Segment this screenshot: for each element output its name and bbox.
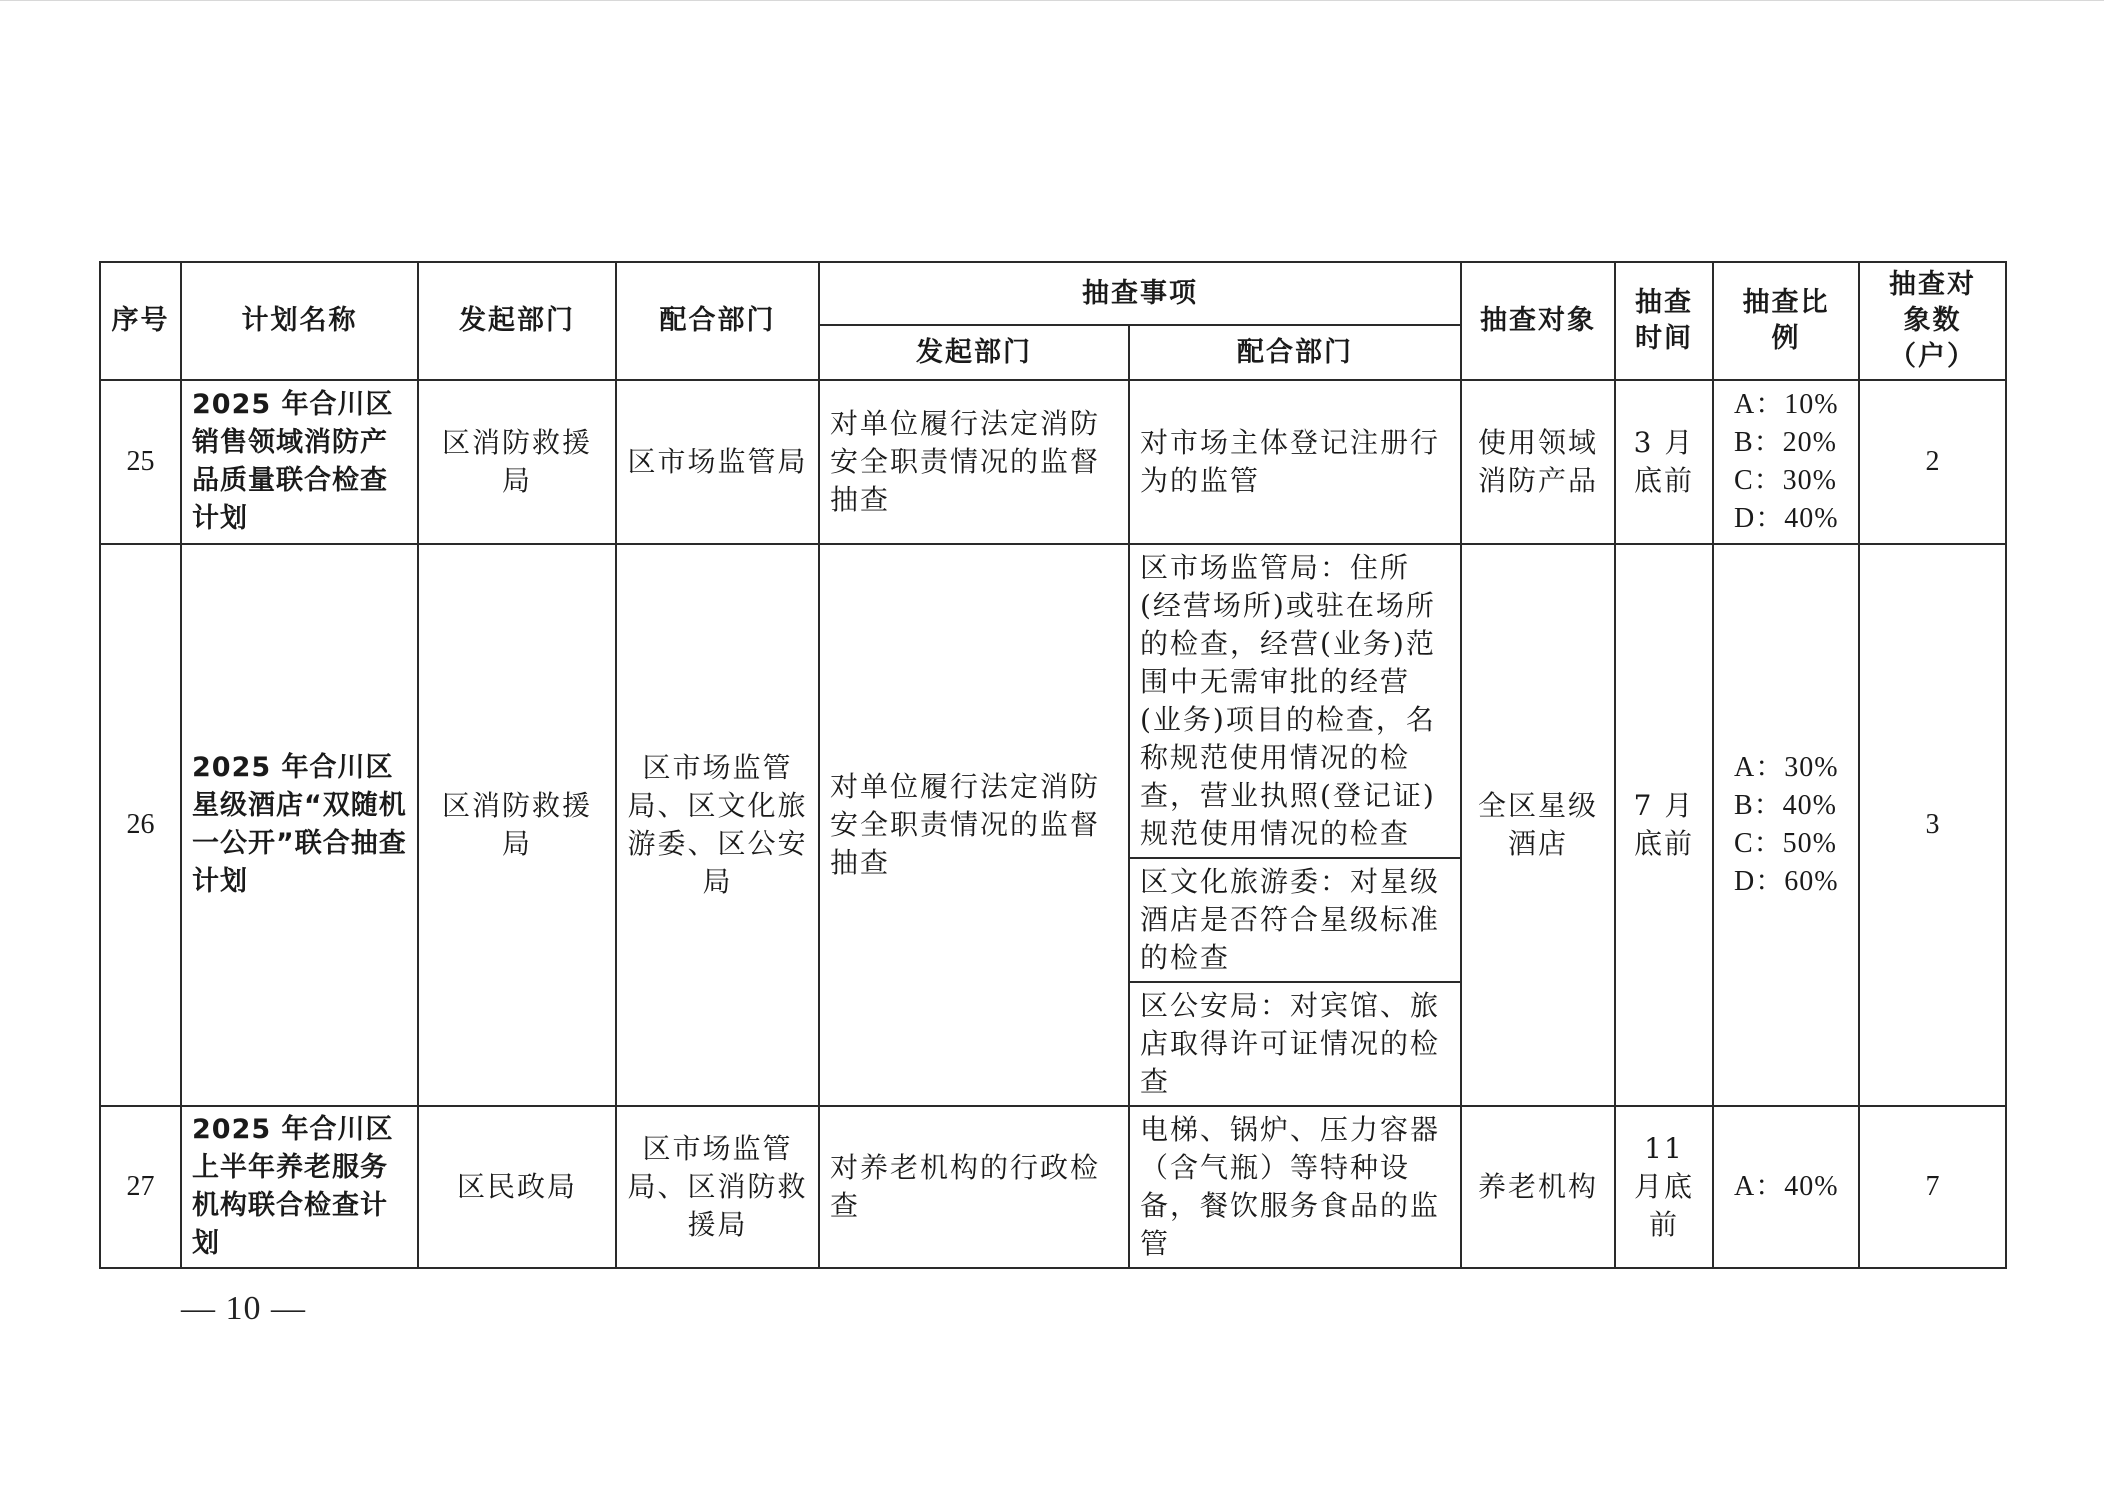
header-count: 抽查对象数（户） — [1859, 262, 2006, 380]
header-seq: 序号 — [100, 262, 181, 380]
page-top-edge — [0, 0, 2104, 1]
row-target: 养老机构 — [1461, 1106, 1615, 1268]
row-initiator: 区民政局 — [418, 1106, 616, 1268]
row-cooperator: 区市场监管局、区文化旅游委、区公安局 — [616, 544, 819, 1106]
row-items-initiator: 对单位履行法定消防安全职责情况的监督抽查 — [819, 544, 1129, 1106]
ratio-d: D：60% — [1734, 866, 1839, 897]
table-row — [100, 1106, 2006, 1268]
header-plan: 计划名称 — [181, 262, 418, 380]
row-seq: 27 — [100, 1106, 181, 1268]
row-cooperator: 区市场监管局 — [616, 380, 819, 544]
row-time: 7 月底前 — [1615, 544, 1713, 1106]
table-row — [100, 544, 2006, 858]
row-time: 3 月底前 — [1615, 380, 1713, 544]
header-row-1 — [100, 262, 2006, 325]
row-ratio — [1713, 544, 1859, 1106]
header-time: 抽查时间 — [1615, 262, 1713, 380]
header-items: 抽查事项 — [819, 262, 1461, 325]
table-row — [100, 380, 2006, 544]
row-items-initiator: 对单位履行法定消防安全职责情况的监督抽查 — [819, 380, 1129, 544]
row-count: 3 — [1859, 544, 2006, 1106]
header-items-initiator: 发起部门 — [819, 325, 1129, 380]
row-ratio — [1713, 1106, 1859, 1268]
row-ratio — [1713, 380, 1859, 544]
ratio-a: A：30% — [1734, 752, 1839, 783]
row-plan: 2025 年合川区上半年养老服务机构联合检查计划 — [181, 1106, 418, 1268]
header-ratio: 抽查比例 — [1713, 262, 1859, 380]
row-items-cooperator-police: 区公安局：对宾馆、旅店取得许可证情况的检查 — [1129, 982, 1461, 1106]
row-time: 11 月底前 — [1615, 1106, 1713, 1268]
ratio-c: C：30% — [1734, 465, 1838, 496]
header-initiator: 发起部门 — [418, 262, 616, 380]
row-items-cooperator: 对市场主体登记注册行为的监管 — [1129, 380, 1461, 544]
header-cooperator: 配合部门 — [616, 262, 819, 380]
row-target: 全区星级酒店 — [1461, 544, 1615, 1106]
row-initiator: 区消防救援局 — [418, 544, 616, 1106]
ratio-a: A：10% — [1734, 389, 1839, 420]
ratio-b: B：20% — [1734, 427, 1838, 458]
inspection-plan-table-container — [99, 261, 2005, 1269]
row-items-initiator: 对养老机构的行政检查 — [819, 1106, 1129, 1268]
ratio-d: D：40% — [1734, 503, 1839, 534]
page-number: — 10 — — [181, 1290, 306, 1327]
row-items-cooperator: 电梯、锅炉、压力容器（含气瓶）等特种设备，餐饮服务食品的监管 — [1129, 1106, 1461, 1268]
row-cooperator: 区市场监管局、区消防救援局 — [616, 1106, 819, 1268]
row-initiator: 区消防救援局 — [418, 380, 616, 544]
row-count: 2 — [1859, 380, 2006, 544]
header-target: 抽查对象 — [1461, 262, 1615, 380]
row-items-cooperator-culture: 区文化旅游委：对星级酒店是否符合星级标准的检查 — [1129, 858, 1461, 982]
row-plan: 2025 年合川区星级酒店“双随机一公开”联合抽查计划 — [181, 544, 418, 1106]
inspection-plan-table — [99, 261, 2007, 1269]
row-items-cooperator-market: 区市场监管局：住所(经营场所)或驻在场所的检查，经营(业务)范围中无需审批的经营(业务)项目的检查，名称规范使用情况的检查，营业执照(登记证)规范使用情况的检查 — [1129, 544, 1461, 858]
ratio-b: B：40% — [1734, 790, 1838, 821]
ratio-c: C：50% — [1734, 828, 1838, 859]
header-items-cooperator: 配合部门 — [1129, 325, 1461, 380]
row-count: 7 — [1859, 1106, 2006, 1268]
row-plan: 2025 年合川区销售领域消防产品质量联合检查计划 — [181, 380, 418, 544]
row-seq: 25 — [100, 380, 181, 544]
row-target: 使用领域消防产品 — [1461, 380, 1615, 544]
row-seq: 26 — [100, 544, 181, 1106]
ratio-a: A：40% — [1734, 1171, 1839, 1202]
